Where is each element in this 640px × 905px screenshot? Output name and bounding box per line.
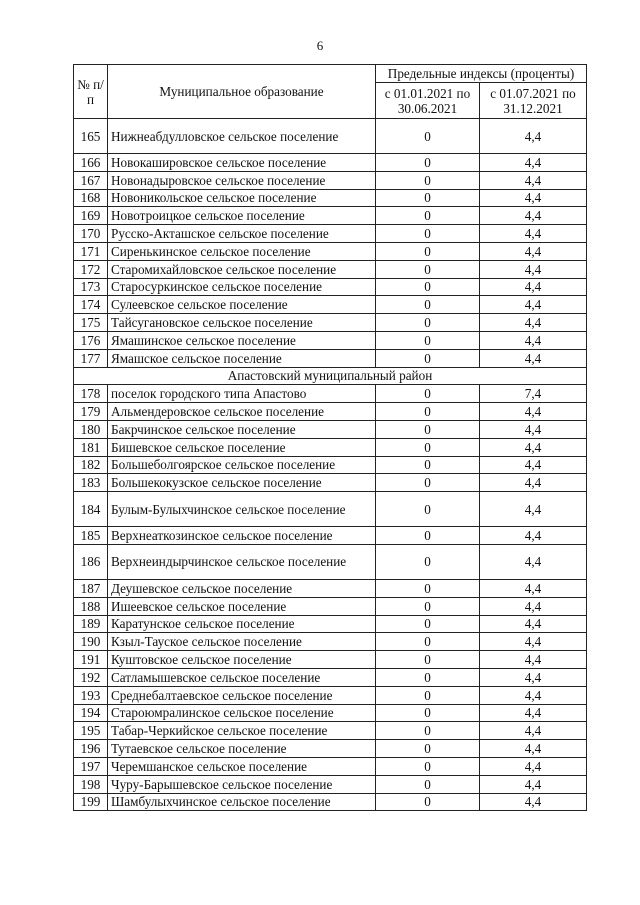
row-index-period-1: 0 (376, 775, 480, 793)
table-row (74, 189, 587, 207)
row-municipality: Нижнеабдулловское сельское поселение (108, 119, 376, 154)
header-period-1: с 01.01.2021 по 30.06.2021 (376, 83, 480, 119)
row-index-period-1: 0 (376, 296, 480, 314)
row-index-period-1: 0 (376, 349, 480, 367)
row-number: 198 (74, 775, 108, 793)
row-index-period-1: 0 (376, 225, 480, 243)
row-municipality: Каратунское сельское поселение (108, 615, 376, 633)
row-municipality: Ямашинское сельское поселение (108, 331, 376, 349)
row-index-period-2: 4,4 (480, 579, 587, 597)
table-row (74, 296, 587, 314)
table-row (74, 651, 587, 669)
district-heading: Апастовский муниципальный район (74, 367, 587, 385)
table-row (74, 438, 587, 456)
row-number: 197 (74, 757, 108, 775)
row-index-period-1: 0 (376, 189, 480, 207)
row-number: 194 (74, 704, 108, 722)
row-number: 172 (74, 260, 108, 278)
table-row (74, 527, 587, 545)
row-index-period-2: 4,4 (480, 119, 587, 154)
row-municipality: Булым-Булыхчинское сельское поселение (108, 492, 376, 527)
row-index-period-1: 0 (376, 314, 480, 332)
table-row (74, 242, 587, 260)
row-index-period-2: 4,4 (480, 757, 587, 775)
row-municipality: Верхнеаткозинское сельское поселение (108, 527, 376, 545)
table-body-part-1 (74, 119, 587, 368)
table-row (74, 544, 587, 579)
table-row (74, 119, 587, 154)
row-municipality: Бишевское сельское поселение (108, 438, 376, 456)
table-row (74, 331, 587, 349)
row-municipality: Куштовское сельское поселение (108, 651, 376, 669)
row-number: 189 (74, 615, 108, 633)
table-row (74, 349, 587, 367)
table-row (74, 420, 587, 438)
table-row (74, 385, 587, 403)
row-number: 192 (74, 668, 108, 686)
row-index-period-2: 4,4 (480, 242, 587, 260)
table-row (74, 171, 587, 189)
row-municipality: Чуру-Барышевское сельское поселение (108, 775, 376, 793)
header-municipality: Муниципальное образование (108, 65, 376, 119)
table-row (74, 278, 587, 296)
table-row (74, 615, 587, 633)
row-index-period-1: 0 (376, 207, 480, 225)
table-row (74, 722, 587, 740)
row-number: 181 (74, 438, 108, 456)
row-number: 195 (74, 722, 108, 740)
row-index-period-1: 0 (376, 757, 480, 775)
row-number: 183 (74, 474, 108, 492)
row-index-period-2: 4,4 (480, 633, 587, 651)
row-municipality: Верхнеиндырчинское сельское поселение (108, 544, 376, 579)
table-row (74, 686, 587, 704)
row-index-period-1: 0 (376, 686, 480, 704)
row-municipality: Кзыл-Тауское сельское поселение (108, 633, 376, 651)
table-row (74, 260, 587, 278)
row-number: 178 (74, 385, 108, 403)
row-index-period-2: 4,4 (480, 456, 587, 474)
table-row (74, 225, 587, 243)
row-index-period-1: 0 (376, 385, 480, 403)
table-row (74, 579, 587, 597)
row-number: 174 (74, 296, 108, 314)
row-number: 184 (74, 492, 108, 527)
table-row (74, 154, 587, 172)
row-index-period-2: 4,4 (480, 597, 587, 615)
table-row (74, 668, 587, 686)
table-row (74, 793, 587, 811)
row-index-period-2: 4,4 (480, 722, 587, 740)
row-municipality: Ямашское сельское поселение (108, 349, 376, 367)
row-number: 188 (74, 597, 108, 615)
row-index-period-2: 4,4 (480, 793, 587, 811)
row-index-period-1: 0 (376, 492, 480, 527)
row-number: 187 (74, 579, 108, 597)
row-number: 191 (74, 651, 108, 669)
row-municipality: Бакрчинское сельское поселение (108, 420, 376, 438)
row-index-period-2: 4,4 (480, 314, 587, 332)
row-index-period-2: 4,4 (480, 615, 587, 633)
row-index-period-1: 0 (376, 651, 480, 669)
row-index-period-1: 0 (376, 633, 480, 651)
row-index-period-1: 0 (376, 403, 480, 421)
row-index-period-2: 4,4 (480, 171, 587, 189)
row-number: 167 (74, 171, 108, 189)
row-index-period-2: 4,4 (480, 492, 587, 527)
row-index-period-1: 0 (376, 119, 480, 154)
row-municipality: Новоникольское сельское поселение (108, 189, 376, 207)
row-index-period-1: 0 (376, 331, 480, 349)
table-row (74, 757, 587, 775)
row-index-period-1: 0 (376, 154, 480, 172)
header-index-group: Предельные индексы (проценты) (376, 65, 587, 83)
row-municipality: Деушевское сельское поселение (108, 579, 376, 597)
table-row (74, 403, 587, 421)
row-municipality: Тайсугановское сельское поселение (108, 314, 376, 332)
row-index-period-1: 0 (376, 793, 480, 811)
row-index-period-1: 0 (376, 420, 480, 438)
row-municipality: Русско-Акташское сельское поселение (108, 225, 376, 243)
row-index-period-2: 4,4 (480, 225, 587, 243)
row-index-period-2: 4,4 (480, 154, 587, 172)
row-municipality: Альмендеровское сельское поселение (108, 403, 376, 421)
table-row (74, 633, 587, 651)
row-municipality: Новотроицкое сельское поселение (108, 207, 376, 225)
row-municipality: Шамбулыхчинское сельское поселение (108, 793, 376, 811)
row-index-period-1: 0 (376, 474, 480, 492)
row-index-period-2: 4,4 (480, 686, 587, 704)
table-row (74, 775, 587, 793)
row-number: 171 (74, 242, 108, 260)
row-index-period-2: 4,4 (480, 349, 587, 367)
row-index-period-1: 0 (376, 171, 480, 189)
row-number: 185 (74, 527, 108, 545)
row-number: 190 (74, 633, 108, 651)
table-row (74, 474, 587, 492)
row-number: 182 (74, 456, 108, 474)
table-row (74, 314, 587, 332)
row-index-period-1: 0 (376, 278, 480, 296)
row-number: 177 (74, 349, 108, 367)
row-number: 165 (74, 119, 108, 154)
row-index-period-2: 7,4 (480, 385, 587, 403)
row-index-period-1: 0 (376, 704, 480, 722)
table-row (74, 597, 587, 615)
row-index-period-1: 0 (376, 597, 480, 615)
row-index-period-2: 4,4 (480, 260, 587, 278)
row-index-period-2: 4,4 (480, 474, 587, 492)
row-index-period-2: 4,4 (480, 207, 587, 225)
header-num: № п/п (74, 65, 108, 119)
row-index-period-2: 4,4 (480, 651, 587, 669)
row-index-period-2: 4,4 (480, 278, 587, 296)
row-index-period-2: 4,4 (480, 775, 587, 793)
row-number: 173 (74, 278, 108, 296)
row-index-period-1: 0 (376, 722, 480, 740)
table-body-part-2 (74, 385, 587, 811)
table-row (74, 492, 587, 527)
row-municipality: Сиренькинское сельское поселение (108, 242, 376, 260)
table-row (74, 456, 587, 474)
row-index-period-1: 0 (376, 260, 480, 278)
row-municipality: Новокашировское сельское поселение (108, 154, 376, 172)
row-municipality: Новонадыровское сельское поселение (108, 171, 376, 189)
row-municipality: Большеболгоярское сельское поселение (108, 456, 376, 474)
row-number: 196 (74, 740, 108, 758)
row-index-period-1: 0 (376, 579, 480, 597)
row-number: 175 (74, 314, 108, 332)
row-index-period-2: 4,4 (480, 704, 587, 722)
row-number: 169 (74, 207, 108, 225)
row-municipality: Старомихайловское сельское поселение (108, 260, 376, 278)
district-section (74, 367, 587, 385)
row-index-period-1: 0 (376, 242, 480, 260)
row-municipality: Черемшанское сельское поселение (108, 757, 376, 775)
row-index-period-2: 4,4 (480, 438, 587, 456)
row-number: 186 (74, 544, 108, 579)
table-row (74, 740, 587, 758)
row-number: 166 (74, 154, 108, 172)
row-index-period-2: 4,4 (480, 740, 587, 758)
row-municipality: Сулеевское сельское поселение (108, 296, 376, 314)
row-index-period-2: 4,4 (480, 403, 587, 421)
row-index-period-1: 0 (376, 438, 480, 456)
row-number: 176 (74, 331, 108, 349)
table-row (74, 207, 587, 225)
row-index-period-2: 4,4 (480, 527, 587, 545)
row-number: 199 (74, 793, 108, 811)
row-index-period-1: 0 (376, 668, 480, 686)
row-index-period-1: 0 (376, 527, 480, 545)
row-number: 170 (74, 225, 108, 243)
row-municipality: Староюмралинское сельское поселение (108, 704, 376, 722)
row-index-period-2: 4,4 (480, 189, 587, 207)
row-index-period-2: 4,4 (480, 668, 587, 686)
row-index-period-1: 0 (376, 544, 480, 579)
row-index-period-1: 0 (376, 740, 480, 758)
row-municipality: Старосуркинское сельское поселение (108, 278, 376, 296)
row-municipality: Табар-Черкийское сельское поселение (108, 722, 376, 740)
row-number: 179 (74, 403, 108, 421)
row-index-period-2: 4,4 (480, 544, 587, 579)
row-number: 193 (74, 686, 108, 704)
row-index-period-2: 4,4 (480, 420, 587, 438)
row-index-period-2: 4,4 (480, 331, 587, 349)
row-municipality: Среднебалтаевское сельское поселение (108, 686, 376, 704)
row-index-period-1: 0 (376, 456, 480, 474)
row-number: 180 (74, 420, 108, 438)
indices-table (73, 64, 587, 811)
table-row (74, 704, 587, 722)
row-municipality: Тутаевское сельское поселение (108, 740, 376, 758)
table-header (74, 65, 587, 119)
row-index-period-2: 4,4 (480, 296, 587, 314)
row-municipality: Сатламышевское сельское поселение (108, 668, 376, 686)
row-municipality: поселок городского типа Апастово (108, 385, 376, 403)
header-period-2: с 01.07.2021 по 31.12.2021 (480, 83, 587, 119)
page-number: 6 (316, 38, 324, 53)
row-number: 168 (74, 189, 108, 207)
row-index-period-1: 0 (376, 615, 480, 633)
row-municipality: Большекокузское сельское поселение (108, 474, 376, 492)
row-municipality: Ишеевское сельское поселение (108, 597, 376, 615)
